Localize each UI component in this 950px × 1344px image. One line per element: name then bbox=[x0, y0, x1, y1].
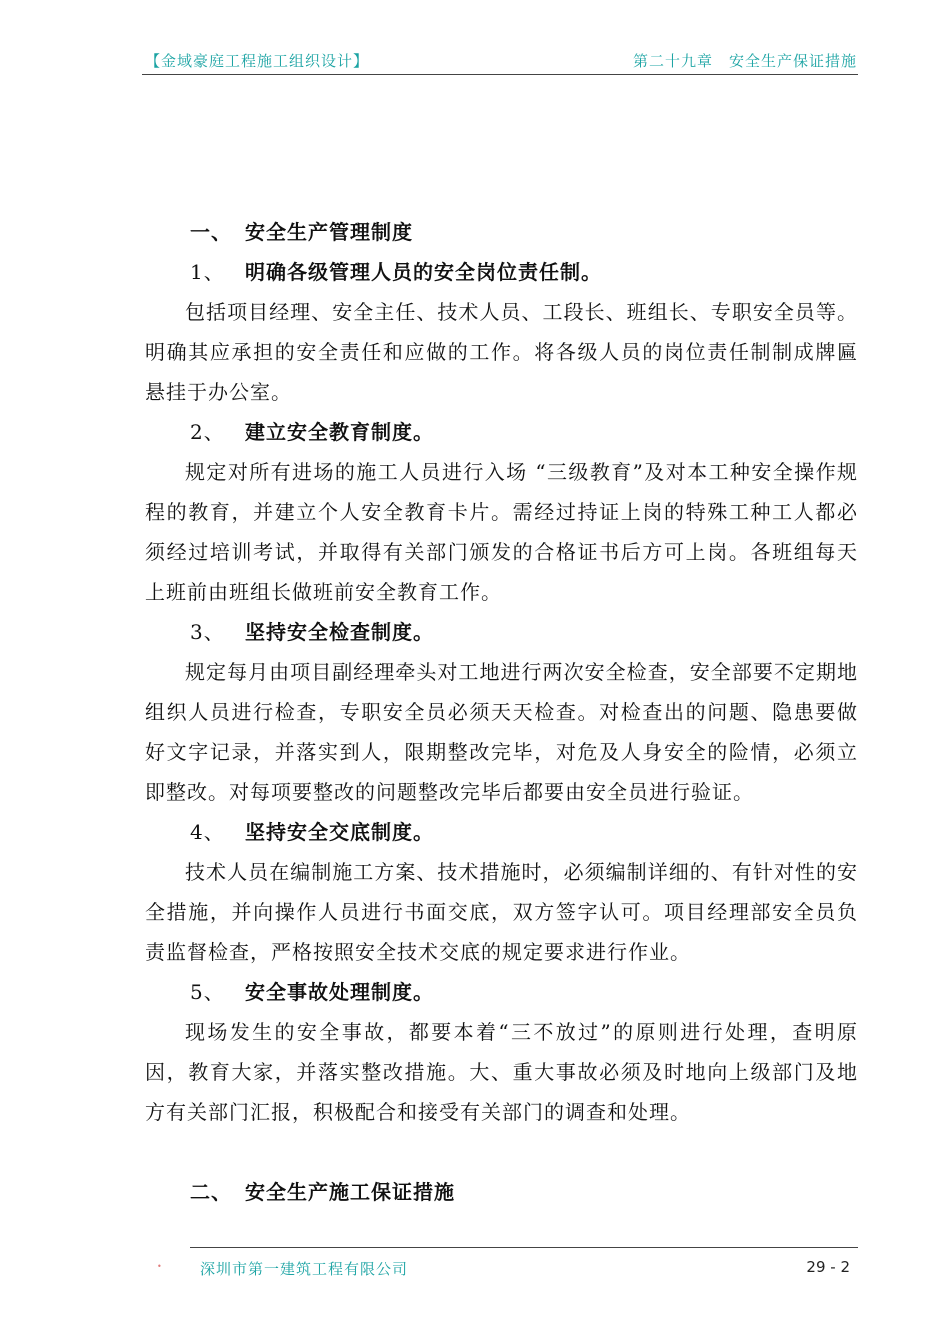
paragraph-4: 技术人员在编制施工方案、技术措施时，必须编制详细的、有针对性的安全措施，并向操作人员进行书面交底，双方签字认可。项目经理部安全员负责监督检查，严格按照安全技术交底的规定要求进行作业。 bbox=[145, 860, 858, 964]
subsection-number: 3、 bbox=[190, 620, 225, 644]
subsection-number: 1、 bbox=[190, 260, 225, 284]
subsection-title: 安全事故处理制度。 bbox=[245, 980, 434, 1004]
paragraph-3: 规定每月由项目副经理牵头对工地进行两次安全检查，安全部要不定期地组织人员进行检查，专职安全员必须天天检查。对检查出的问题、隐患要做好文字记录，并落实到人，限期整改完毕，对危及人身安全的险情，必须立即整改。对每项要整改的问题整改完毕后都要由安全员进行验证。 bbox=[145, 660, 858, 804]
section-spacer bbox=[145, 1132, 858, 1172]
footer-dot-icon: • bbox=[157, 1262, 162, 1271]
subsection-title: 建立安全教育制度。 bbox=[245, 420, 434, 444]
subsection-number: 4、 bbox=[190, 820, 225, 844]
footer-page-number: 29 - 2 bbox=[806, 1258, 850, 1276]
header-rule bbox=[142, 74, 858, 75]
paragraph-1: 包括项目经理、安全主任、技术人员、工段长、班组长、专职安全员等。明确其应承担的安全责任和应做的工作。将各级人员的岗位责任制制成牌匾悬挂于办公室。 bbox=[145, 300, 858, 404]
subsection-title: 明确各级管理人员的安全岗位责任制。 bbox=[245, 260, 602, 284]
subsection-title: 坚持安全检查制度。 bbox=[245, 620, 434, 644]
header-chapter-title: 第二十九章 安全生产保证措施 bbox=[632, 52, 857, 70]
subsection-heading-5 bbox=[145, 972, 858, 1012]
section-title: 安全生产施工保证措施 bbox=[245, 1180, 455, 1204]
footer-rule bbox=[190, 1247, 858, 1248]
section-number: 一、 bbox=[190, 220, 232, 244]
section-heading-1 bbox=[145, 212, 858, 252]
subsection-heading-1 bbox=[145, 252, 858, 292]
section-number: 二、 bbox=[190, 1180, 232, 1204]
subsection-title: 坚持安全交底制度。 bbox=[245, 820, 434, 844]
header-document-title: 【金域豪庭工程施工组织设计】 bbox=[145, 52, 370, 70]
subsection-heading-2 bbox=[145, 412, 858, 452]
paragraph-2: 规定对所有进场的施工人员进行入场 “三级教育”及对本工种安全操作规程的教育，并建立个人安全教育卡片。需经过持证上岗的特殊工种工人都必须经过培训考试，并取得有关部门颁发的合格证书后方可上岗。各班组每天上班前由班组长做班前安全教育工作。 bbox=[145, 460, 858, 604]
section-heading-2 bbox=[145, 1172, 858, 1212]
section-title: 安全生产管理制度 bbox=[245, 220, 413, 244]
document-body bbox=[145, 212, 858, 1212]
paragraph-5: 现场发生的安全事故，都要本着“三不放过”的原则进行处理，查明原因，教育大家，并落实整改措施。大、重大事故必须及时地向上级部门及地方有关部门汇报，积极配合和接受有关部门的调查和处理。 bbox=[145, 1020, 858, 1124]
footer-company: 深圳市第一建筑工程有限公司 bbox=[200, 1260, 409, 1278]
subsection-heading-3 bbox=[145, 612, 858, 652]
subsection-number: 2、 bbox=[190, 420, 225, 444]
subsection-heading-4 bbox=[145, 812, 858, 852]
subsection-number: 5、 bbox=[190, 980, 225, 1004]
